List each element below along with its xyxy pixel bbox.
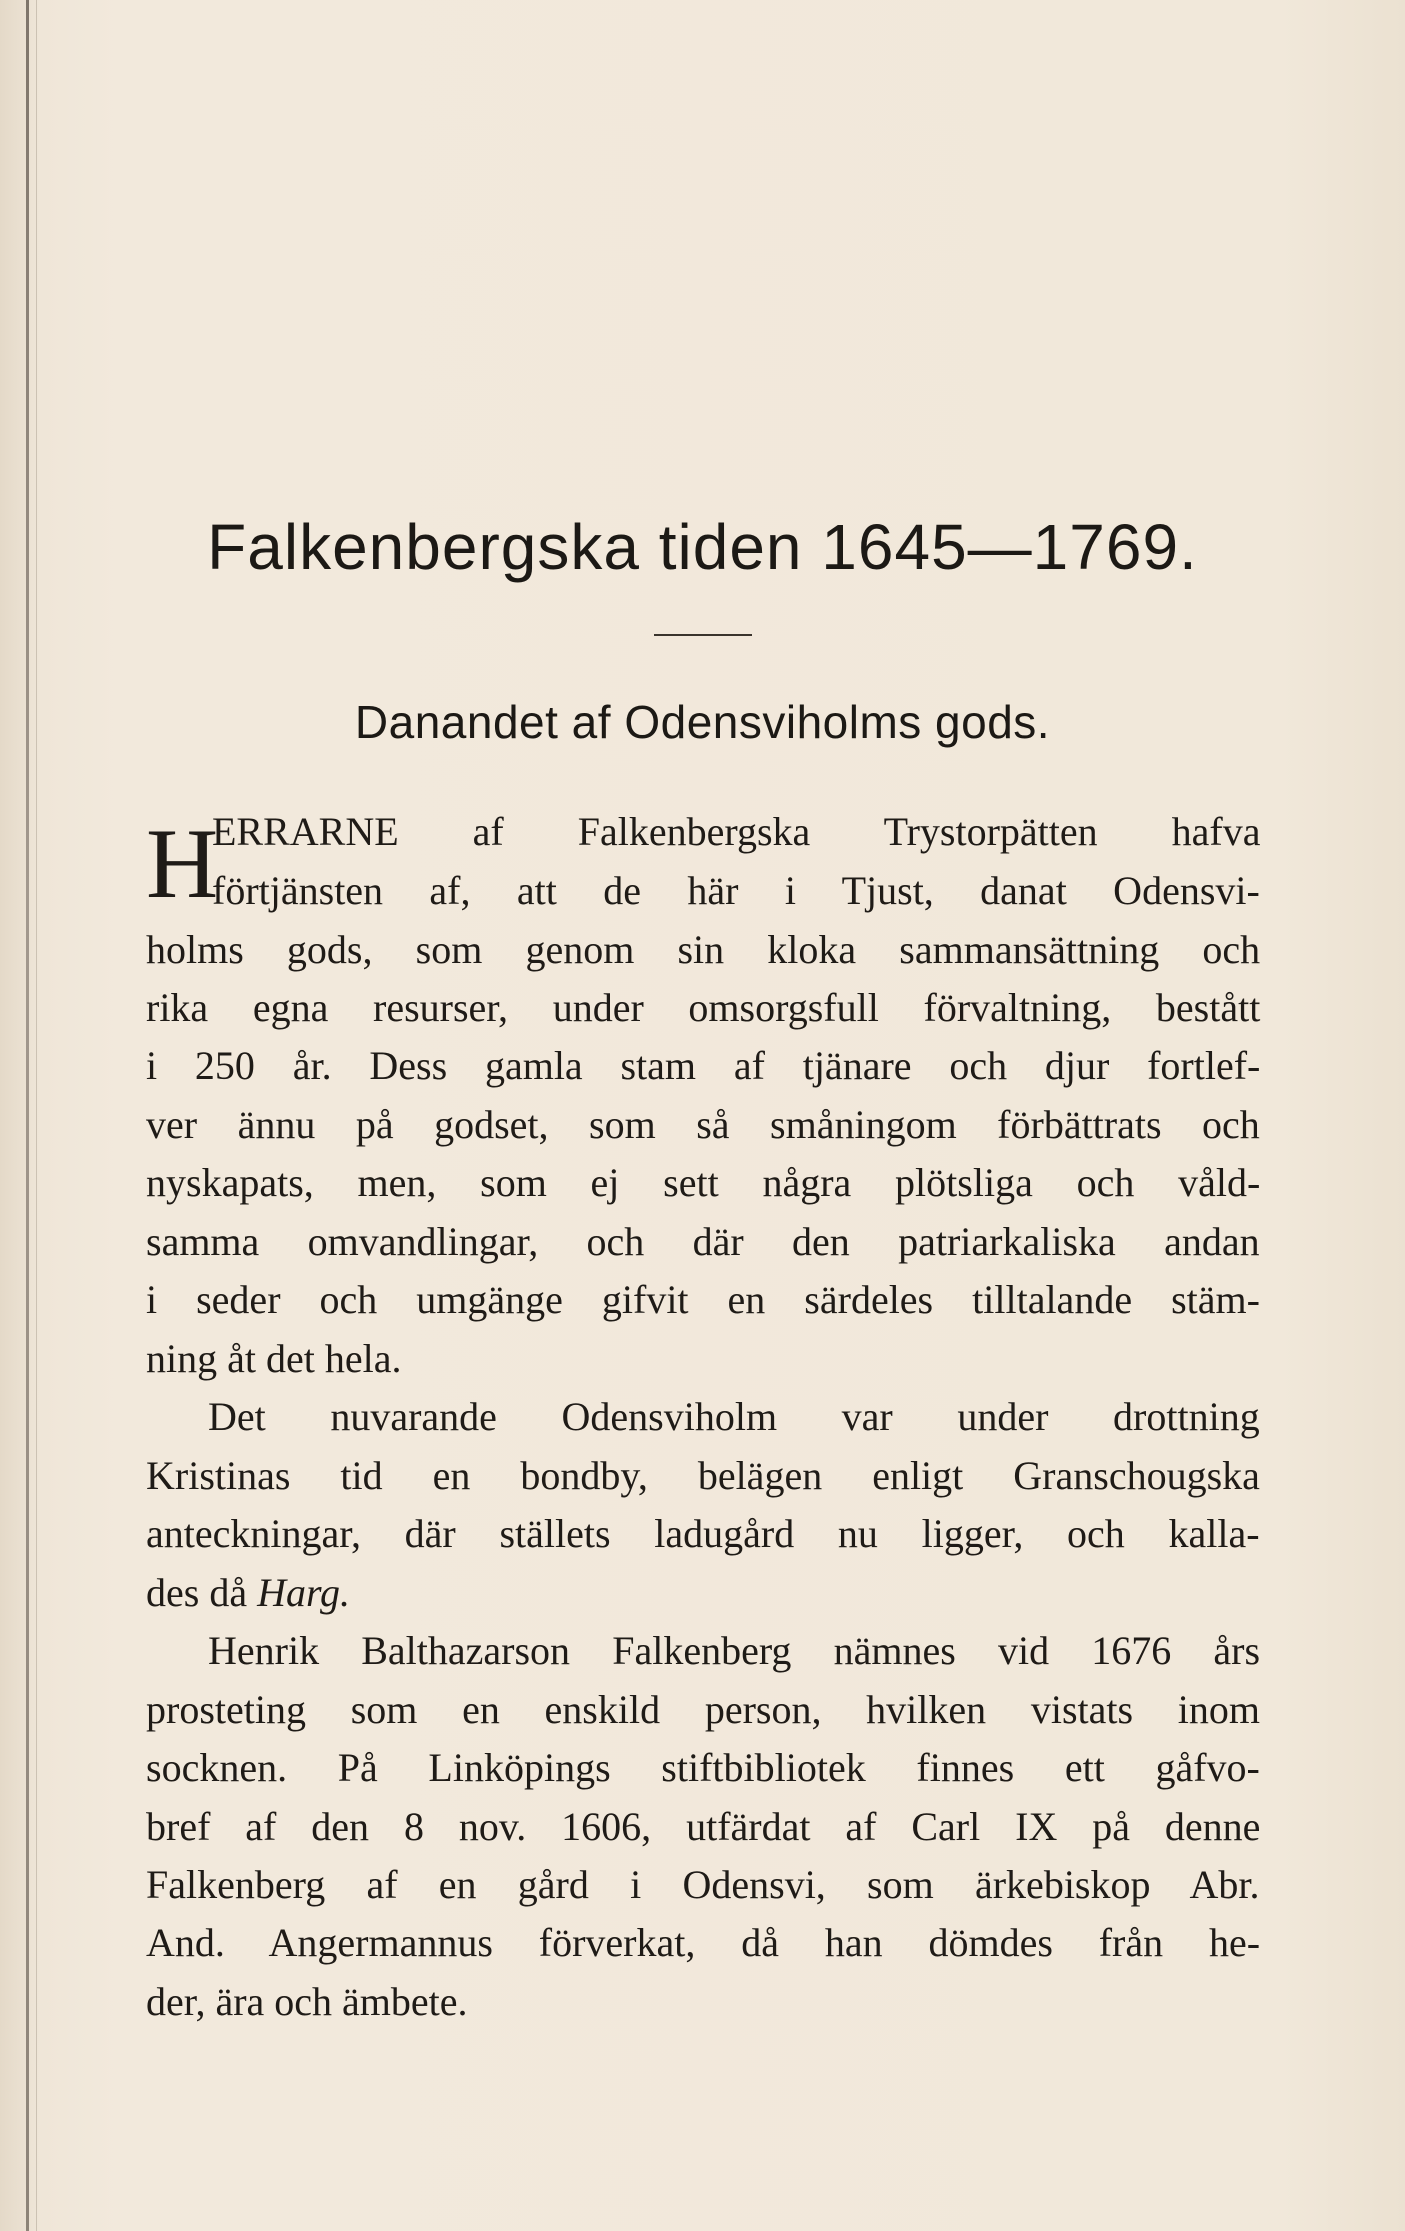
- text-line: [212, 807, 1260, 857]
- line-text: prosteting som en enskild person, hvilken vistats inom: [146, 1687, 1261, 1732]
- text-line: [208, 1392, 1260, 1442]
- text-line: [208, 1626, 1260, 1676]
- line-text: Falkenberg af en gård i Odensvi, som ärkebiskop Abr.: [146, 1862, 1260, 1907]
- line-text: And. Angermannus förverkat, då han dömdes från he-: [146, 1920, 1261, 1965]
- text-line: [146, 1918, 1260, 1968]
- line-text: ERRARNE af Falkenbergska Trystorpätten hafva: [212, 809, 1261, 854]
- text-line: [146, 1509, 1260, 1559]
- line-text: der, ära och ämbete.: [146, 1979, 468, 2024]
- text-line: [146, 1685, 1260, 1735]
- text-line: [146, 983, 1260, 1033]
- line-text: ning åt det hela.: [146, 1336, 402, 1381]
- line-text: i seder och umgänge gifvit en särdeles tilltalande stäm-: [146, 1277, 1260, 1322]
- line-text: Henrik Balthazarson Falkenberg nämnes vid 1676 års: [208, 1628, 1261, 1673]
- line-text: förtjänsten af, att de här i Tjust, danat Odensvi-: [212, 868, 1260, 913]
- line-text: des då: [146, 1570, 258, 1615]
- line-text: Det nuvarande Odensviholm var under drottning: [208, 1394, 1260, 1439]
- chapter-title: Falkenbergska tiden 1645—1769.: [207, 511, 1198, 583]
- text-line: [146, 925, 1260, 975]
- line-text: ver ännu på godset, som så småningom förbättrats och: [146, 1102, 1260, 1147]
- section-subtitle: Danandet af Odensviholms gods.: [354, 696, 1051, 748]
- line-text: holms gods, som genom sin kloka sammansättning och: [146, 927, 1261, 972]
- text-line: [146, 1334, 401, 1384]
- line-text: Kristinas tid en bondby, belägen enligt Granschougska: [146, 1453, 1260, 1498]
- book-spine-edge: [26, 0, 29, 2231]
- italic-text: Harg.: [257, 1570, 351, 1615]
- line-text: i 250 år. Dess gamla stam af tjänare och djur fortlef-: [146, 1043, 1261, 1088]
- drop-cap: H: [146, 808, 219, 919]
- text-line: [146, 1275, 1260, 1325]
- line-text: bref af den 8 nov. 1606, utfärdat af Carl IX på denne: [146, 1804, 1261, 1849]
- title-divider: [654, 634, 752, 636]
- text-line: [146, 1860, 1260, 1910]
- text-line: [146, 1743, 1260, 1793]
- page-gutter-line: [36, 0, 37, 2231]
- line-text: rika egna resurser, under omsorgsfull förvaltning, bestått: [146, 985, 1261, 1030]
- text-line: [146, 1158, 1260, 1208]
- line-text: anteckningar, där ställets ladugård nu ligger, och kalla-: [146, 1511, 1260, 1556]
- text-line: [146, 1041, 1260, 1091]
- text-line: [146, 1100, 1260, 1150]
- text-line: [212, 866, 1260, 916]
- text-line: [146, 1802, 1260, 1852]
- text-line: [146, 1977, 468, 2027]
- text-line: [146, 1568, 350, 1618]
- text-line: [146, 1451, 1260, 1501]
- text-line: [146, 1217, 1260, 1267]
- line-text: nyskapats, men, som ej sett några plötsliga och våld-: [146, 1160, 1261, 1205]
- line-text: samma omvandlingar, och där den patriarkaliska andan: [146, 1219, 1260, 1264]
- line-text: socknen. På Linköpings stiftbibliotek finnes ett gåfvo-: [146, 1745, 1260, 1790]
